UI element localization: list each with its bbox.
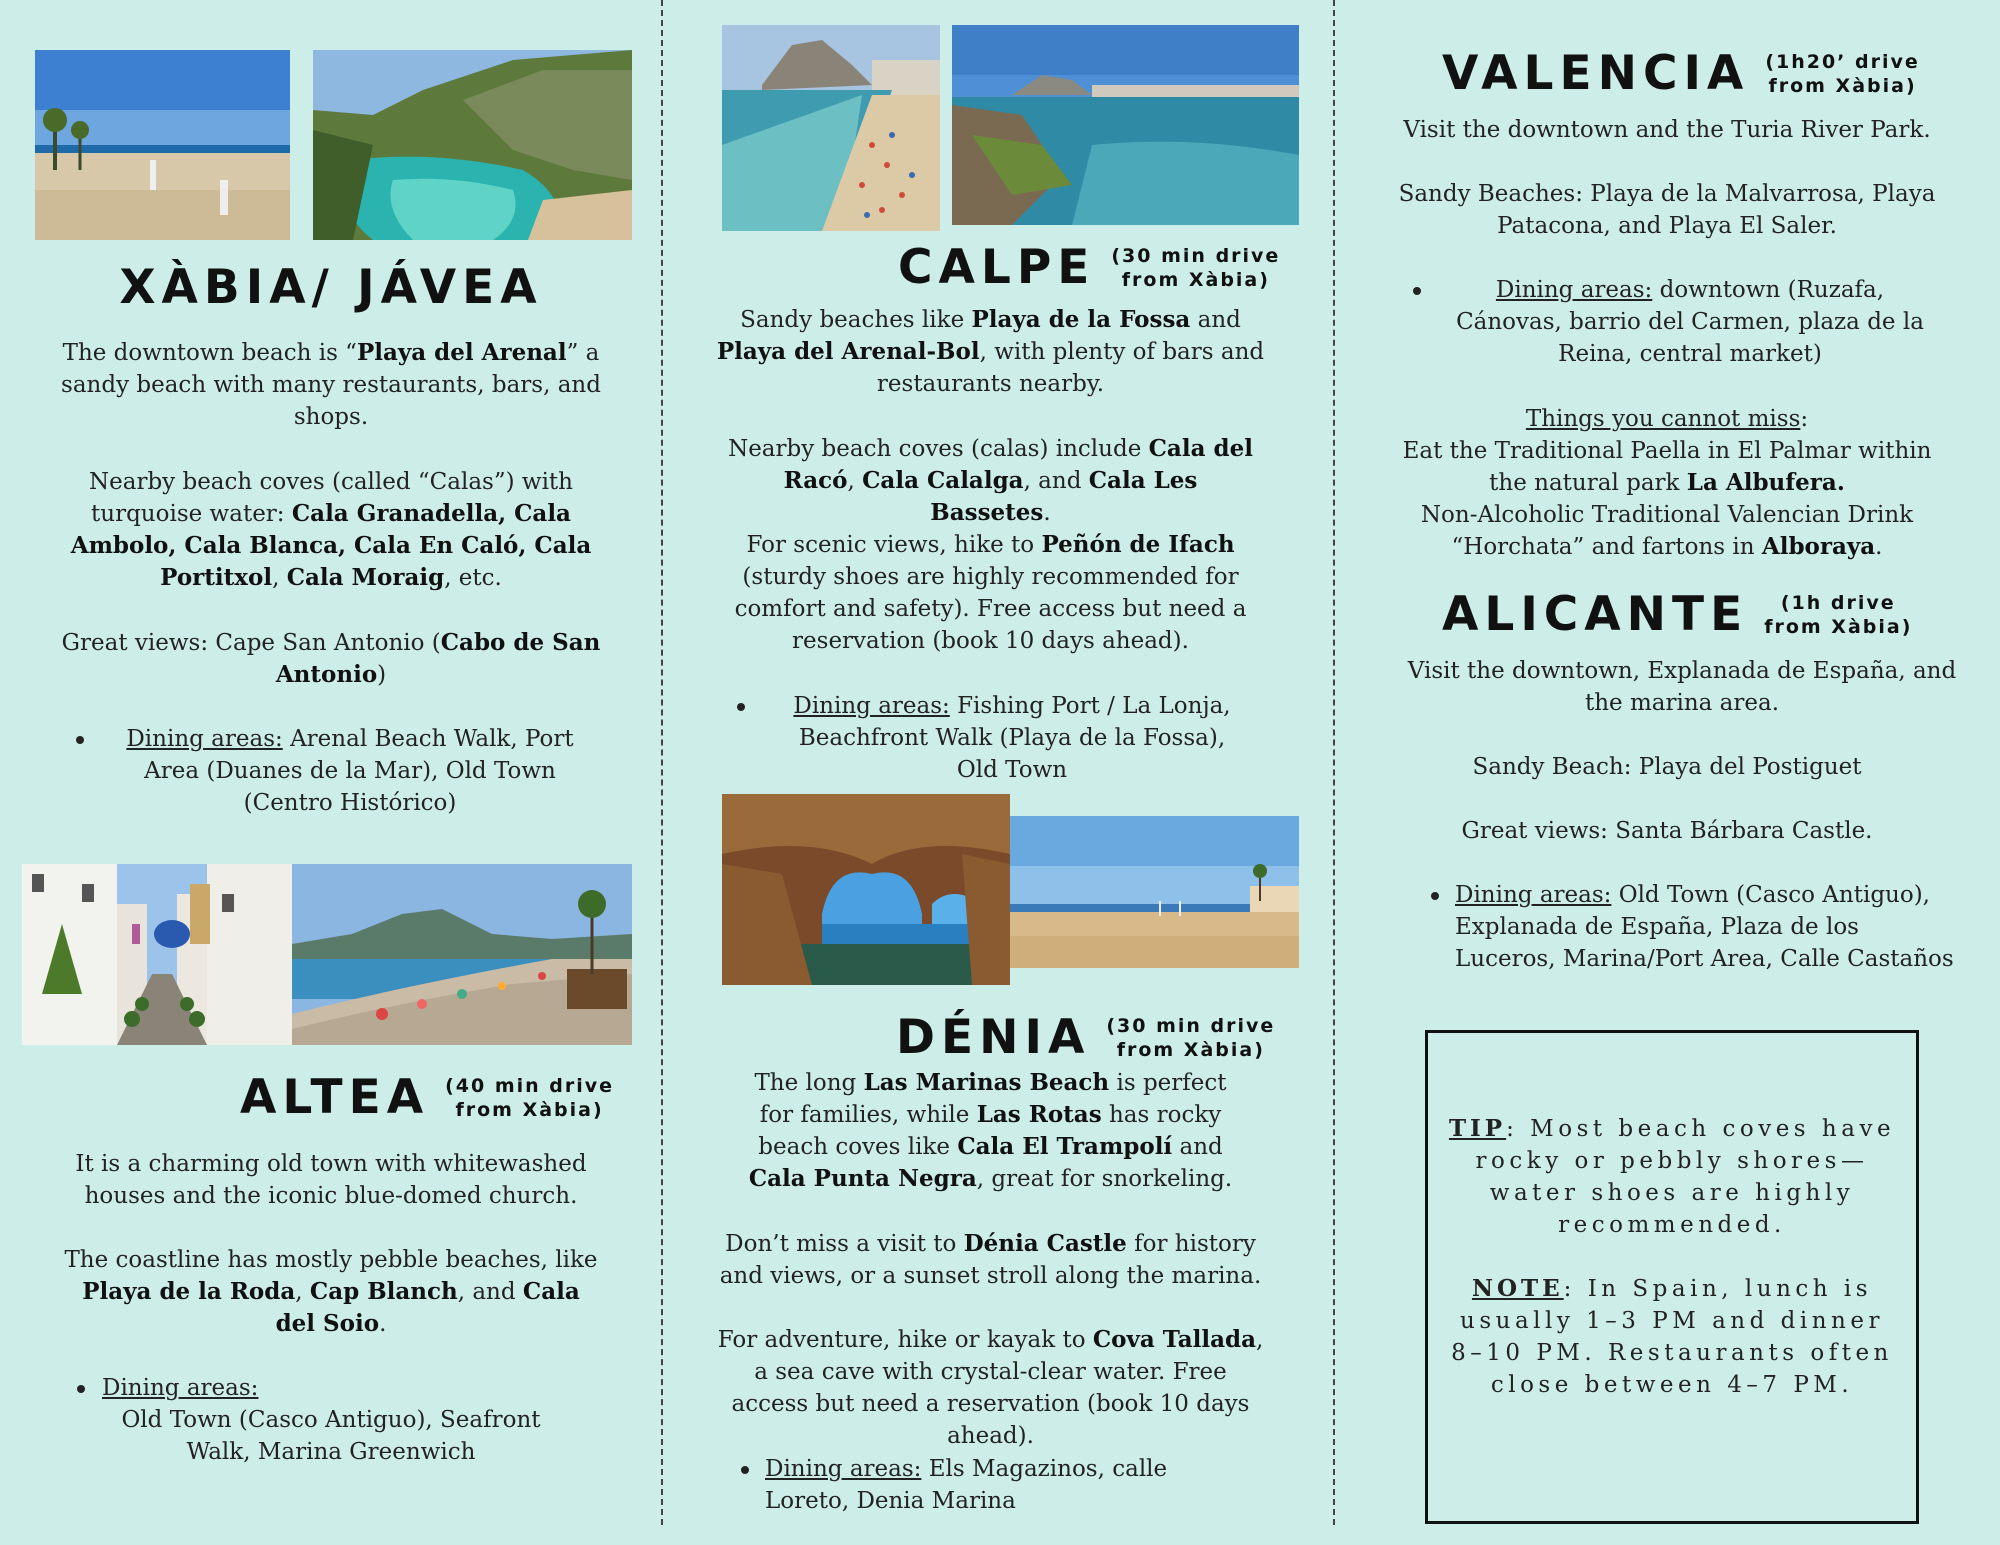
altea-coast-sep-b: , and xyxy=(457,1279,523,1305)
divider-left xyxy=(661,0,663,1525)
note-label: NOTE xyxy=(1471,1275,1564,1302)
xabia-coves-etc: , etc. xyxy=(444,565,502,591)
altea-drive-line2: from Xàbia) xyxy=(455,1098,604,1121)
denia-intro-bold-a: Las Marinas Beach xyxy=(863,1069,1110,1096)
altea-coast-bold-c: Cala del Soio xyxy=(275,1278,580,1337)
tip-box xyxy=(1425,1030,1919,1524)
calpe-coves-bold-a: Cala del Racó xyxy=(783,435,1253,494)
denia-castle-bold: Dénia Castle xyxy=(963,1230,1127,1257)
bullet-dot xyxy=(1413,287,1421,295)
alicante-beach: Sandy Beach: Playa del Postiguet xyxy=(1472,754,1862,780)
calpe-dining-text: Fishing Port / La Lonja, Beachfront Walk (Playa de la Fossa), Old Town xyxy=(798,693,1231,783)
alicante-dining-text: Old Town (Casco Antiguo), Explanada de España, Plaza de los Luceros, Marina/Port Area, Calle Castaños xyxy=(1455,882,1954,972)
valencia-dining-label: Dining areas: xyxy=(1495,277,1653,303)
valencia-beaches: Sandy Beaches: Playa de la Malvarrosa, Playa Patacona, and Playa El Saler. xyxy=(1398,181,1936,239)
xabia-intro-text-a: The downtown beach is “ xyxy=(62,340,357,366)
calpe-rock-photo xyxy=(952,25,1299,225)
xabia-views xyxy=(60,627,602,691)
calpe-intro-bold-b: Playa del Arenal-Bol xyxy=(716,338,980,365)
xabia-intro-text-b: ” a sandy beach with many restaurants, bars, and shops. xyxy=(61,340,601,430)
xabia-cove-photo xyxy=(313,50,632,240)
calpe-views-bold: Peñón de Ifach xyxy=(1041,531,1235,558)
denia-adventure-text: For adventure, hike or kayak to xyxy=(717,1327,1093,1353)
valencia-title-row xyxy=(1442,46,1920,101)
valencia-drive xyxy=(1765,50,1919,98)
alicante-drive-line2: from Xàbia) xyxy=(1764,615,1913,638)
denia-cave-photo xyxy=(722,794,1010,985)
calpe-drive-line1: (30 min drive xyxy=(1111,244,1281,267)
xabia-intro xyxy=(55,337,607,433)
altea-coast-end: . xyxy=(379,1311,387,1337)
valencia-miss-albufera: La Albufera. xyxy=(1686,469,1845,496)
xabia-coves xyxy=(60,466,602,594)
calpe-coves-text: Nearby beach coves (calas) include xyxy=(728,436,1149,462)
calpe-views-end: (sturdy shoes are highly recommended for comfort and safety). Free access but need a reservation (book 10 days ahead). xyxy=(734,564,1247,654)
denia-adventure xyxy=(717,1324,1264,1452)
denia-title-row xyxy=(896,1010,1275,1065)
divider-right xyxy=(1333,0,1335,1525)
valencia-dining xyxy=(1445,274,1935,370)
valencia-miss-label: Things you cannot miss xyxy=(1525,406,1801,432)
alicante-dining xyxy=(1455,879,1955,975)
denia-castle-end: for history and views, or a sunset stroll along the marina. xyxy=(719,1231,1262,1289)
denia-intro-and: and xyxy=(1172,1134,1223,1160)
denia-intro xyxy=(737,1067,1244,1195)
xabia-coves-sep: , xyxy=(272,565,287,591)
bullet-dot xyxy=(1431,892,1439,900)
altea-intro: It is a charming old town with whitewashed houses and the iconic blue-domed church. xyxy=(75,1151,587,1209)
alicante-title: ALICANTE xyxy=(1442,587,1749,642)
calpe-drive xyxy=(1111,244,1280,292)
valencia-miss-horchata: Non-Alcoholic Traditional Valencian Drink “Horchata” and fartons in xyxy=(1420,502,1914,560)
altea-dining-text: Old Town (Casco Antiguo), Seafront Walk, Marina Greenwich xyxy=(121,1407,541,1465)
xabia-views-text: Great views: Cape San Antonio ( xyxy=(61,630,441,656)
calpe-coves-sep-b: , and xyxy=(1023,468,1089,494)
valencia-must-see xyxy=(1394,403,1940,563)
tip-label: TIP xyxy=(1448,1115,1507,1142)
calpe-dining xyxy=(777,690,1247,786)
altea-beach-photo xyxy=(292,864,632,1045)
calpe-drive-line2: from Xàbia) xyxy=(1121,268,1270,291)
valencia-intro: Visit the downtown and the Turia River Park. xyxy=(1403,117,1931,143)
altea-coast-text: The coastline has mostly pebble beaches, like xyxy=(64,1247,598,1273)
altea-drive xyxy=(445,1074,614,1122)
altea-coastline xyxy=(60,1244,602,1340)
valencia-title: VALENCIA xyxy=(1442,46,1750,101)
xabia-beach-photo xyxy=(35,50,290,240)
denia-dining-label: Dining areas: xyxy=(765,1456,922,1482)
calpe-views-text: For scenic views, hike to xyxy=(746,532,1042,558)
calpe-coves xyxy=(722,433,1259,529)
denia-beach-photo xyxy=(1010,816,1299,968)
xabia-views-end: ) xyxy=(377,662,387,688)
altea-coast-bold-b: Cap Blanch xyxy=(309,1278,458,1305)
denia-dining-text: Els Magazinos, calle Loreto, Denia Marina xyxy=(765,1456,1168,1514)
valencia-dining-text: downtown (Ruzafa, Cánovas, barrio del Carmen, plaza de la Reina, central market) xyxy=(1456,277,1924,367)
denia-title: DÉNIA xyxy=(896,1010,1091,1065)
alicante-views: Great views: Santa Bárbara Castle. xyxy=(1461,818,1873,844)
denia-intro-text-c: has rocky beach coves like xyxy=(758,1102,1222,1160)
altea-street-photo xyxy=(22,864,292,1045)
bullet-dot xyxy=(741,1466,749,1474)
xabia-title-row xyxy=(0,260,662,315)
denia-castle xyxy=(717,1228,1264,1292)
calpe-coves-bold-b: Cala Calalga xyxy=(862,467,1024,494)
altea-drive-line1: (40 min drive xyxy=(445,1074,615,1097)
alicante-intro: Visit the downtown, Explanada de España, and the marina area. xyxy=(1407,658,1957,716)
calpe-beach-photo xyxy=(722,25,940,231)
note-text xyxy=(1448,1273,1896,1401)
denia-dining xyxy=(765,1453,1245,1517)
calpe-intro-bold-a: Playa de la Fossa xyxy=(971,306,1191,333)
calpe-intro xyxy=(712,304,1269,400)
denia-adventure-bold: Cova Tallada xyxy=(1092,1326,1256,1353)
bullet-dot xyxy=(76,736,84,744)
calpe-intro-text: Sandy beaches like xyxy=(740,307,972,333)
altea-coast-sep-a: , xyxy=(295,1279,310,1305)
xabia-intro-bold: Playa del Arenal xyxy=(356,339,567,366)
denia-castle-text: Don’t miss a visit to xyxy=(725,1231,964,1257)
denia-drive-line2: from Xàbia) xyxy=(1116,1038,1265,1061)
denia-intro-bold-c: Cala El Trampolí xyxy=(957,1133,1173,1160)
note-body: : In Spain, lunch is usually 1–3 PM and dinner 8–10 PM. Restaurants often close between 4–7 PM. xyxy=(1451,1276,1893,1398)
xabia-coves-bold-a: Cala Granadella, Cala Ambolo, Cala Blanca, Cala En Caló, Cala Portitxol xyxy=(70,500,592,591)
denia-intro-text-a: The long xyxy=(754,1070,864,1096)
xabia-dining-text: Arenal Beach Walk, Port Area (Duanes de la Mar), Old Town (Centro Histórico) xyxy=(144,726,574,816)
tip-body: : Most beach coves have rocky or pebbly shores—water shoes are highly recommended. xyxy=(1475,1116,1896,1238)
alicante-drive xyxy=(1764,591,1912,639)
calpe-dining-label: Dining areas: xyxy=(793,693,950,719)
denia-drive xyxy=(1106,1014,1275,1062)
calpe-title-row xyxy=(898,240,1280,295)
bullet-dot xyxy=(737,703,745,711)
tip-text xyxy=(1448,1113,1896,1241)
altea-dining xyxy=(60,1372,602,1468)
valencia-miss-end: . xyxy=(1875,534,1883,560)
bullet-dot xyxy=(77,1385,85,1393)
xabia-title: XÀBIA/ JÁVEA xyxy=(119,260,543,315)
valencia-miss-alboraya: Alboraya xyxy=(1761,533,1876,560)
altea-title-row xyxy=(240,1070,614,1125)
calpe-title: CALPE xyxy=(898,240,1096,295)
xabia-coves-bold-b: Cala Moraig xyxy=(286,564,445,591)
denia-intro-end: , great for snorkeling. xyxy=(976,1166,1233,1192)
altea-dining-label: Dining areas: xyxy=(102,1375,259,1401)
denia-drive-line1: (30 min drive xyxy=(1106,1014,1276,1037)
denia-intro-bold-d: Cala Punta Negra xyxy=(748,1165,977,1192)
calpe-coves-bold-c: Cala Les Bassetes xyxy=(930,467,1198,526)
altea-coast-bold-a: Playa de la Roda xyxy=(82,1278,296,1305)
valencia-drive-line2: from Xàbia) xyxy=(1768,74,1917,97)
calpe-views xyxy=(727,529,1254,657)
calpe-coves-sep-a: , xyxy=(847,468,863,494)
valencia-miss-colon: : xyxy=(1800,406,1809,432)
calpe-intro-and: and xyxy=(1190,307,1241,333)
valencia-miss-paella: Eat the Traditional Paella in El Palmar within the natural park xyxy=(1402,438,1932,496)
alicante-dining-label: Dining areas: xyxy=(1455,882,1612,908)
xabia-views-bold: Cabo de San Antonio xyxy=(275,629,601,688)
xabia-dining xyxy=(100,723,600,819)
alicante-drive-line1: (1h drive xyxy=(1780,591,1896,614)
denia-adventure-end: , a sea cave with crystal-clear water. Free access but need a reservation (book 10 days ahead). xyxy=(731,1327,1264,1449)
alicante-title-row xyxy=(1442,587,1912,642)
altea-title: ALTEA xyxy=(240,1070,430,1125)
calpe-coves-end: . xyxy=(1043,500,1051,526)
xabia-dining-label: Dining areas: xyxy=(126,726,283,752)
xabia-coves-text: Nearby beach coves (called “Calas”) with turquoise water: xyxy=(89,469,573,527)
calpe-intro-end: , with plenty of bars and restaurants nearby. xyxy=(876,339,1265,397)
valencia-drive-line1: (1h20’ drive xyxy=(1765,50,1920,73)
denia-intro-bold-b: Las Rotas xyxy=(976,1101,1102,1128)
denia-intro-text-b: is perfect for families, while xyxy=(759,1070,1227,1128)
